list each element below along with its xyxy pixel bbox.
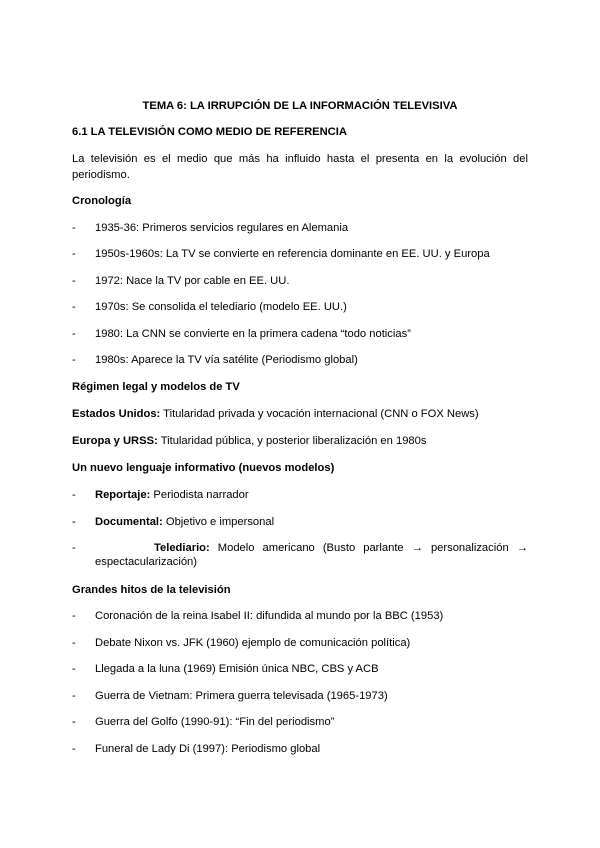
telediario-continuation: espectacularización) (95, 556, 197, 568)
intro-paragraph: La televisión es el medio que más ha influido hasta el presenta en la evolución del periodismo. (72, 153, 528, 181)
cronologia-item-text: 1935-36: Primeros servicios regulares en Alemania (95, 222, 349, 234)
regimen-heading: Régimen legal y modelos de TV (72, 381, 240, 393)
telediario-word: (Busto (322, 542, 356, 554)
lenguaje-item-label: Reportaje: (95, 489, 151, 501)
lenguaje-item-telediario (72, 541, 528, 569)
cronologia-item-text: 1972: Nace la TV por cable en EE. UU. (95, 275, 290, 287)
hitos-item-text: Guerra de Vietnam: Primera guerra televisada (1965-1973) (95, 690, 388, 702)
regimen-entry-label: Europa y URSS: (72, 435, 158, 447)
bullet-dash: - (72, 516, 76, 528)
hitos-item-text: Llegada a la luna (1969) Emisión única NBC, CBS y ACB (95, 663, 379, 675)
bullet-dash: - (72, 610, 76, 622)
lenguaje-item-desc: Objetivo e impersonal (162, 516, 275, 528)
regimen-entry-text: Titularidad pública, y posterior liberalización en 1980s (157, 435, 427, 447)
lenguaje-item-text (95, 515, 274, 529)
telediario-word: Modelo (217, 542, 255, 554)
hitos-item-text: Coronación de la reina Isabel II: difundida al mundo por la BBC (1953) (95, 610, 444, 622)
arrow-right-icon: → (516, 542, 528, 554)
telediario-label: Telediario: (154, 542, 210, 554)
cronologia-item-text: 1970s: Se consolida el telediario (modelo EE. UU.) (95, 301, 347, 313)
telediario-word: americano (262, 542, 315, 554)
lenguaje-item-desc: Periodista narrador (150, 489, 249, 501)
cronologia-item-text: 1980s: Aparece la TV vía satélite (Periodismo global) (95, 354, 358, 366)
bullet-dash: - (72, 222, 76, 234)
hitos-item-text: Funeral de Lady Di (1997): Periodismo global (95, 743, 321, 755)
regimen-entry-text: Titularidad privada y vocación internacional (CNN o FOX News) (160, 408, 479, 420)
bullet-dash: - (72, 542, 76, 554)
bullet-dash: - (72, 690, 76, 702)
bullet-dash: - (72, 716, 76, 728)
regimen-entry (72, 407, 528, 421)
bullet-dash: - (72, 248, 76, 260)
telediario-word: parlante (363, 542, 404, 554)
bullet-dash: - (72, 637, 76, 649)
cronologia-heading: Cronología (72, 195, 132, 207)
hitos-item-text: Debate Nixon vs. JFK (1960) ejemplo de comunicación política) (95, 637, 411, 649)
bullet-dash: - (72, 354, 76, 366)
arrow-right-icon: → (411, 542, 423, 554)
cronologia-item-text: 1950s-1960s: La TV se convierte en referencia dominante en EE. UU. y Europa (95, 248, 490, 260)
bullet-dash: - (72, 743, 76, 755)
cronologia-item-text: 1980: La CNN se convierte en la primera cadena “todo noticias” (95, 328, 411, 340)
bullet-dash: - (72, 489, 76, 501)
hitos-item-text: Guerra del Golfo (1990-91): “Fin del periodismo” (95, 716, 335, 728)
telediario-first-line (72, 541, 528, 555)
bullet-dash: - (72, 328, 76, 340)
document-title: TEMA 6: LA IRRUPCIÓN DE LA INFORMACIÓN TELEVISIVA (142, 100, 458, 112)
lenguaje-item-label: Documental: (95, 516, 163, 528)
lenguaje-heading: Un nuevo lenguaje informativo (nuevos modelos) (72, 462, 335, 474)
regimen-entry (72, 434, 528, 448)
bullet-dash: - (72, 275, 76, 287)
bullet-dash: - (72, 663, 76, 675)
telediario-word: personalización (430, 542, 509, 554)
lenguaje-item-text (95, 488, 249, 502)
hitos-heading: Grandes hitos de la televisión (72, 584, 231, 596)
bullet-dash: - (72, 301, 76, 313)
regimen-entry-label: Estados Unidos: (72, 408, 161, 420)
section-heading: 6.1 LA TELEVISIÓN COMO MEDIO DE REFERENCIA (72, 126, 347, 138)
